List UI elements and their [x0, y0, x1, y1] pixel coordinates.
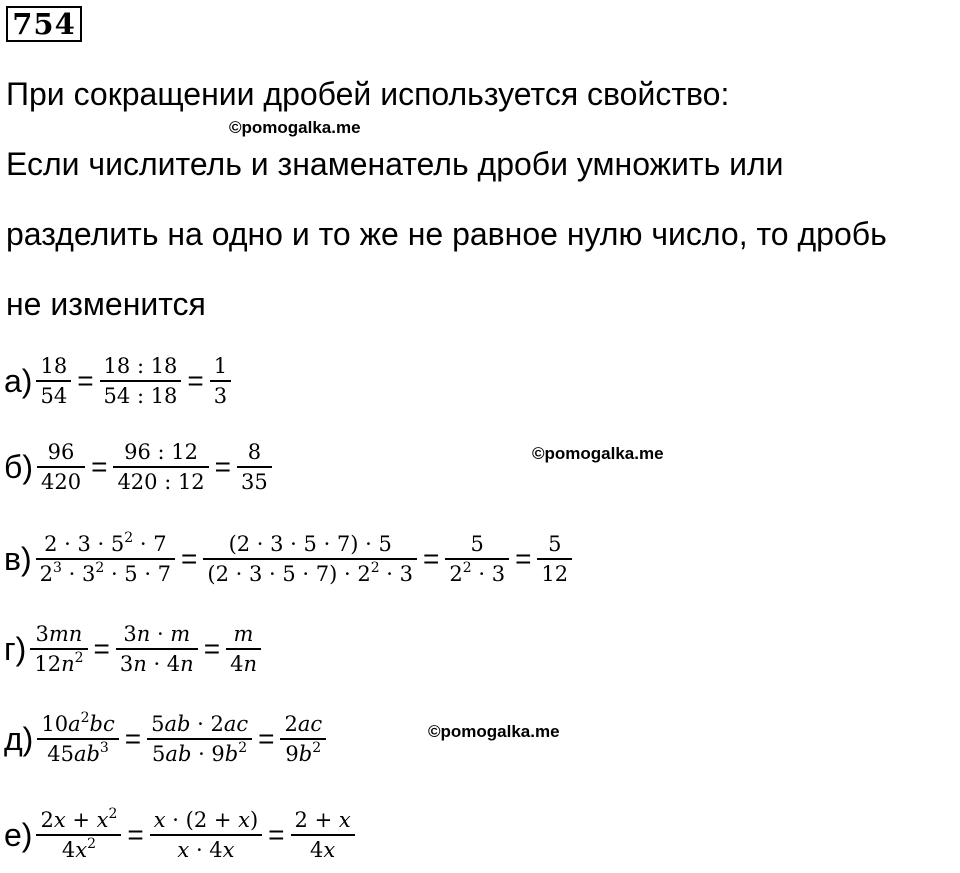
- item-a: [4, 352, 231, 410]
- item-v: [4, 530, 572, 588]
- fraction: $\frac{(2 \cdot 3 \cdot 5 \cdot 7) \cdot 5}{(2 \cdot 3 \cdot 5 \cdot 7) \cdot 2^2 \cdot 3}$: [203, 530, 417, 588]
- equals-sign: =: [91, 451, 108, 482]
- item-b: [4, 438, 272, 496]
- fraction: $\frac{2ac}{9b^2}$: [280, 710, 326, 768]
- fraction: $\frac{10a^2bc}{45ab^3}$: [37, 710, 118, 768]
- fraction: $\frac{5}{2^2 \cdot 3}$: [445, 530, 509, 588]
- item-e: [4, 806, 355, 864]
- equals-sign: =: [423, 543, 440, 574]
- equals-sign: =: [181, 543, 198, 574]
- rule-line: Если числитель и знаменатель дроби умножить или: [6, 146, 784, 182]
- equals-sign: =: [127, 819, 144, 850]
- item-label: а): [4, 362, 33, 399]
- fraction: $\frac{2 \cdot 3 \cdot 5^2 \cdot 7}{2^3 \cdot 3^2 \cdot 5 \cdot 7}$: [36, 530, 175, 588]
- fraction: $\frac{x \cdot (2 + x)}{x \cdot 4x}$: [150, 806, 262, 864]
- rule-line: не изменится: [6, 286, 206, 322]
- equals-sign: =: [77, 365, 94, 396]
- fraction: $\frac{18 : 18}{54 : 18}$: [100, 352, 182, 410]
- equals-sign: =: [187, 365, 204, 396]
- watermark: ©pomogalka.me: [532, 444, 664, 463]
- fraction: $\frac{5ab \cdot 2ac}{5ab \cdot 9b^2}$: [147, 710, 252, 768]
- fraction: $\frac{8}{35}$: [237, 438, 272, 496]
- fraction: $\frac{3n \cdot m}{3n \cdot 4n}$: [116, 620, 198, 678]
- fraction: $\frac{5}{12}$: [537, 530, 572, 588]
- equals-sign: =: [515, 543, 532, 574]
- equals-sign: =: [93, 633, 110, 664]
- fraction: $\frac{1}{3}$: [210, 352, 231, 410]
- equals-sign: =: [268, 819, 285, 850]
- equals-sign: =: [124, 723, 142, 754]
- item-label: в): [4, 540, 32, 577]
- fraction: $\frac{m}{4n}$: [226, 620, 261, 678]
- item-label: г): [4, 630, 27, 667]
- intro-line: При сокращении дробей используется свойство:: [6, 76, 730, 112]
- item-label: б): [4, 448, 33, 485]
- task-number: 754: [6, 6, 82, 42]
- item-label: е): [4, 816, 33, 853]
- item-g: [4, 620, 261, 678]
- equals-sign: =: [214, 451, 232, 482]
- fraction: $\frac{2 + x}{4x}$: [291, 806, 355, 864]
- fraction: $\frac{96 : 12}{420 : 12}$: [113, 438, 208, 496]
- equals-sign: =: [258, 723, 275, 754]
- watermark: ©pomogalka.me: [229, 118, 361, 137]
- fraction: $\frac{2x + x^2}{4x^2}$: [36, 806, 121, 864]
- item-label: д): [4, 720, 34, 757]
- fraction: $\frac{96}{420}$: [37, 438, 85, 496]
- item-d: [4, 710, 326, 768]
- watermark: ©pomogalka.me: [428, 722, 560, 741]
- fraction: $\frac{18}{54}$: [36, 352, 71, 410]
- fraction: $\frac{3mn}{12n^2}$: [30, 620, 87, 678]
- equals-sign: =: [203, 633, 221, 664]
- rule-line: разделить на одно и то же не равное нулю число, то дробь: [6, 216, 887, 252]
